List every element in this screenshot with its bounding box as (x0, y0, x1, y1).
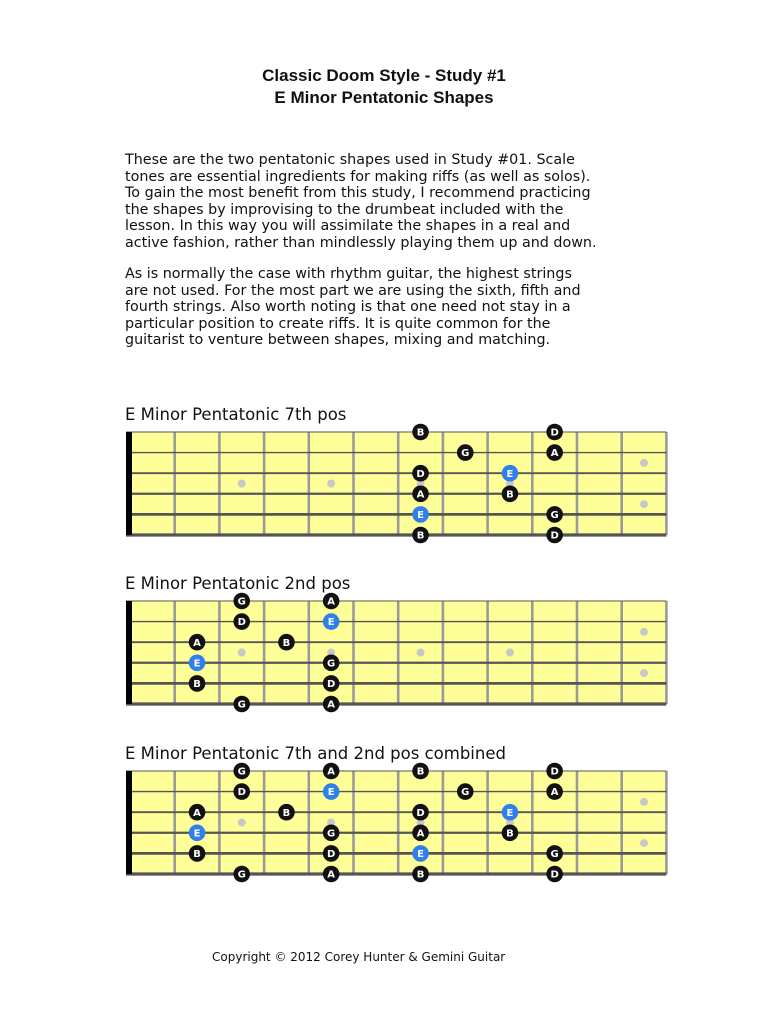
notes-paragraph (125, 266, 685, 349)
note-label: D (326, 679, 336, 690)
note-marker (457, 783, 474, 800)
note-label: A (327, 596, 336, 608)
paragraph-line: These are the two pentatonic shapes used in Study #01. Scale (125, 152, 575, 168)
note-marker (412, 424, 429, 441)
note-label: E (193, 658, 201, 670)
note-marker (233, 593, 250, 610)
note-marker (502, 465, 519, 482)
note-marker (323, 613, 340, 630)
intro-paragraph (125, 152, 685, 252)
note-label: D (550, 766, 559, 778)
note-marker (189, 655, 206, 672)
note-marker (189, 675, 206, 692)
fretboard-7th-pos (0, 422, 768, 546)
note-marker (502, 804, 519, 821)
note-marker (412, 486, 429, 503)
fret-inlay (238, 480, 246, 488)
note-marker (189, 825, 206, 842)
note-label: G (237, 596, 246, 608)
note-label: G (461, 787, 470, 799)
fret-inlay (238, 819, 246, 827)
note-marker (412, 506, 429, 523)
note-label: A (327, 869, 336, 881)
note-marker (189, 634, 206, 651)
note-label: E (327, 787, 335, 799)
note-marker (323, 845, 340, 862)
note-label: D (326, 849, 336, 860)
paragraph-line: To gain the most benefit from this study, I recommend practicing (125, 185, 591, 202)
fret-inlay (417, 649, 425, 657)
paragraph-line: fourth strings. Also worth noting is that one need not stay in a (125, 299, 571, 316)
note-label: A (193, 807, 201, 819)
note-marker (546, 444, 563, 461)
paragraph-line: particular position to create riffs. It is quite common for the (125, 315, 551, 332)
paragraph-line: the shapes by improvising to the drumbeat included with the (125, 201, 564, 218)
note-label: E (327, 617, 335, 629)
note-label: A (416, 828, 425, 840)
fret-inlay (327, 480, 335, 488)
note-label: E (417, 849, 424, 860)
note-label: D (237, 617, 246, 629)
diagram-label-7th-pos: E Minor Pentatonic 7th pos (125, 405, 347, 424)
note-label: B (416, 427, 425, 439)
note-label: E (506, 807, 514, 819)
note-marker (323, 696, 340, 713)
note-label: G (550, 849, 559, 860)
note-marker (412, 763, 429, 780)
note-label: E (193, 828, 201, 840)
note-label: D (550, 427, 559, 439)
note-marker (233, 866, 250, 883)
note-label: B (506, 489, 514, 501)
fretboard-combined (0, 761, 768, 885)
note-marker (502, 486, 519, 503)
note-label: B (193, 679, 201, 690)
note-label: D (550, 530, 559, 542)
note-label: G (237, 869, 246, 881)
note-label: D (416, 468, 425, 480)
diagram-label-combined: E Minor Pentatonic 7th and 2nd pos combined (125, 744, 506, 763)
note-label: D (237, 787, 246, 799)
page-subtitle: E Minor Pentatonic Shapes (274, 88, 494, 107)
fret-inlay (640, 628, 648, 636)
paragraph-line: guitarist to venture between shapes, mixing and matching. (125, 332, 551, 349)
note-marker (502, 825, 519, 842)
note-label: A (550, 448, 559, 460)
note-label: G (327, 658, 336, 670)
note-marker (457, 444, 474, 461)
note-marker (323, 866, 340, 883)
nut (126, 601, 132, 704)
note-label: A (327, 699, 336, 711)
fret-inlay (640, 798, 648, 806)
note-label: B (416, 869, 425, 881)
note-marker (412, 527, 429, 544)
note-marker (323, 675, 340, 692)
note-marker (546, 506, 563, 523)
note-label: G (327, 828, 336, 840)
note-label: E (417, 510, 424, 521)
note-label: B (506, 828, 514, 840)
page-title: Classic Doom Style - Study #1 (262, 66, 506, 85)
paragraph-line: tones are essential ingredients for making riffs (as well as solos). (125, 168, 591, 185)
note-marker (233, 613, 250, 630)
note-marker (323, 783, 340, 800)
note-marker (233, 763, 250, 780)
note-label: B (416, 766, 425, 778)
note-marker (412, 845, 429, 862)
note-label: G (237, 699, 246, 711)
note-label: A (416, 489, 425, 501)
note-label: B (416, 530, 425, 542)
note-marker (412, 825, 429, 842)
note-marker (233, 783, 250, 800)
nut (126, 432, 132, 535)
note-marker (278, 804, 295, 821)
note-label: B (193, 849, 201, 860)
note-marker (546, 763, 563, 780)
note-label: G (461, 448, 470, 460)
note-marker (412, 465, 429, 482)
fretboard-2nd-pos (0, 591, 768, 715)
paragraph-line: As is normally the case with rhythm guitar, the highest strings (125, 266, 572, 282)
copyright-footer: Copyright © 2012 Corey Hunter & Gemini Guitar (212, 950, 506, 964)
note-marker (189, 804, 206, 821)
note-label: D (416, 807, 425, 819)
note-marker (323, 825, 340, 842)
nut (126, 771, 132, 874)
diagram-label-2nd-pos: E Minor Pentatonic 2nd pos (125, 574, 351, 593)
note-marker (546, 783, 563, 800)
fret-inlay (640, 839, 648, 847)
note-marker (546, 866, 563, 883)
fret-inlay (640, 500, 648, 508)
paragraph-line: are not used. For the most part we are using the sixth, fifth and (125, 282, 581, 299)
note-marker (323, 593, 340, 610)
note-marker (546, 527, 563, 544)
note-marker (546, 424, 563, 441)
note-marker (323, 655, 340, 672)
note-label: A (193, 637, 201, 649)
note-label: G (550, 510, 559, 521)
fret-inlay (640, 669, 648, 677)
note-marker (412, 866, 429, 883)
fret-inlay (640, 459, 648, 467)
note-label: A (550, 787, 559, 799)
note-marker (546, 845, 563, 862)
note-label: A (327, 766, 336, 778)
note-marker (323, 763, 340, 780)
note-marker (233, 696, 250, 713)
fret-inlay (506, 649, 514, 657)
note-label: G (237, 766, 246, 778)
note-marker (189, 845, 206, 862)
note-label: E (506, 468, 514, 480)
note-label: D (550, 869, 559, 881)
note-label: B (282, 637, 291, 649)
paragraph-line: active fashion, rather than mindlessly playing them up and down. (125, 234, 597, 251)
note-marker (412, 804, 429, 821)
note-marker (278, 634, 295, 651)
note-label: B (282, 807, 291, 819)
fret-inlay (238, 649, 246, 657)
paragraph-line: lesson. In this way you will assimilate the shapes in a real and (125, 218, 571, 235)
